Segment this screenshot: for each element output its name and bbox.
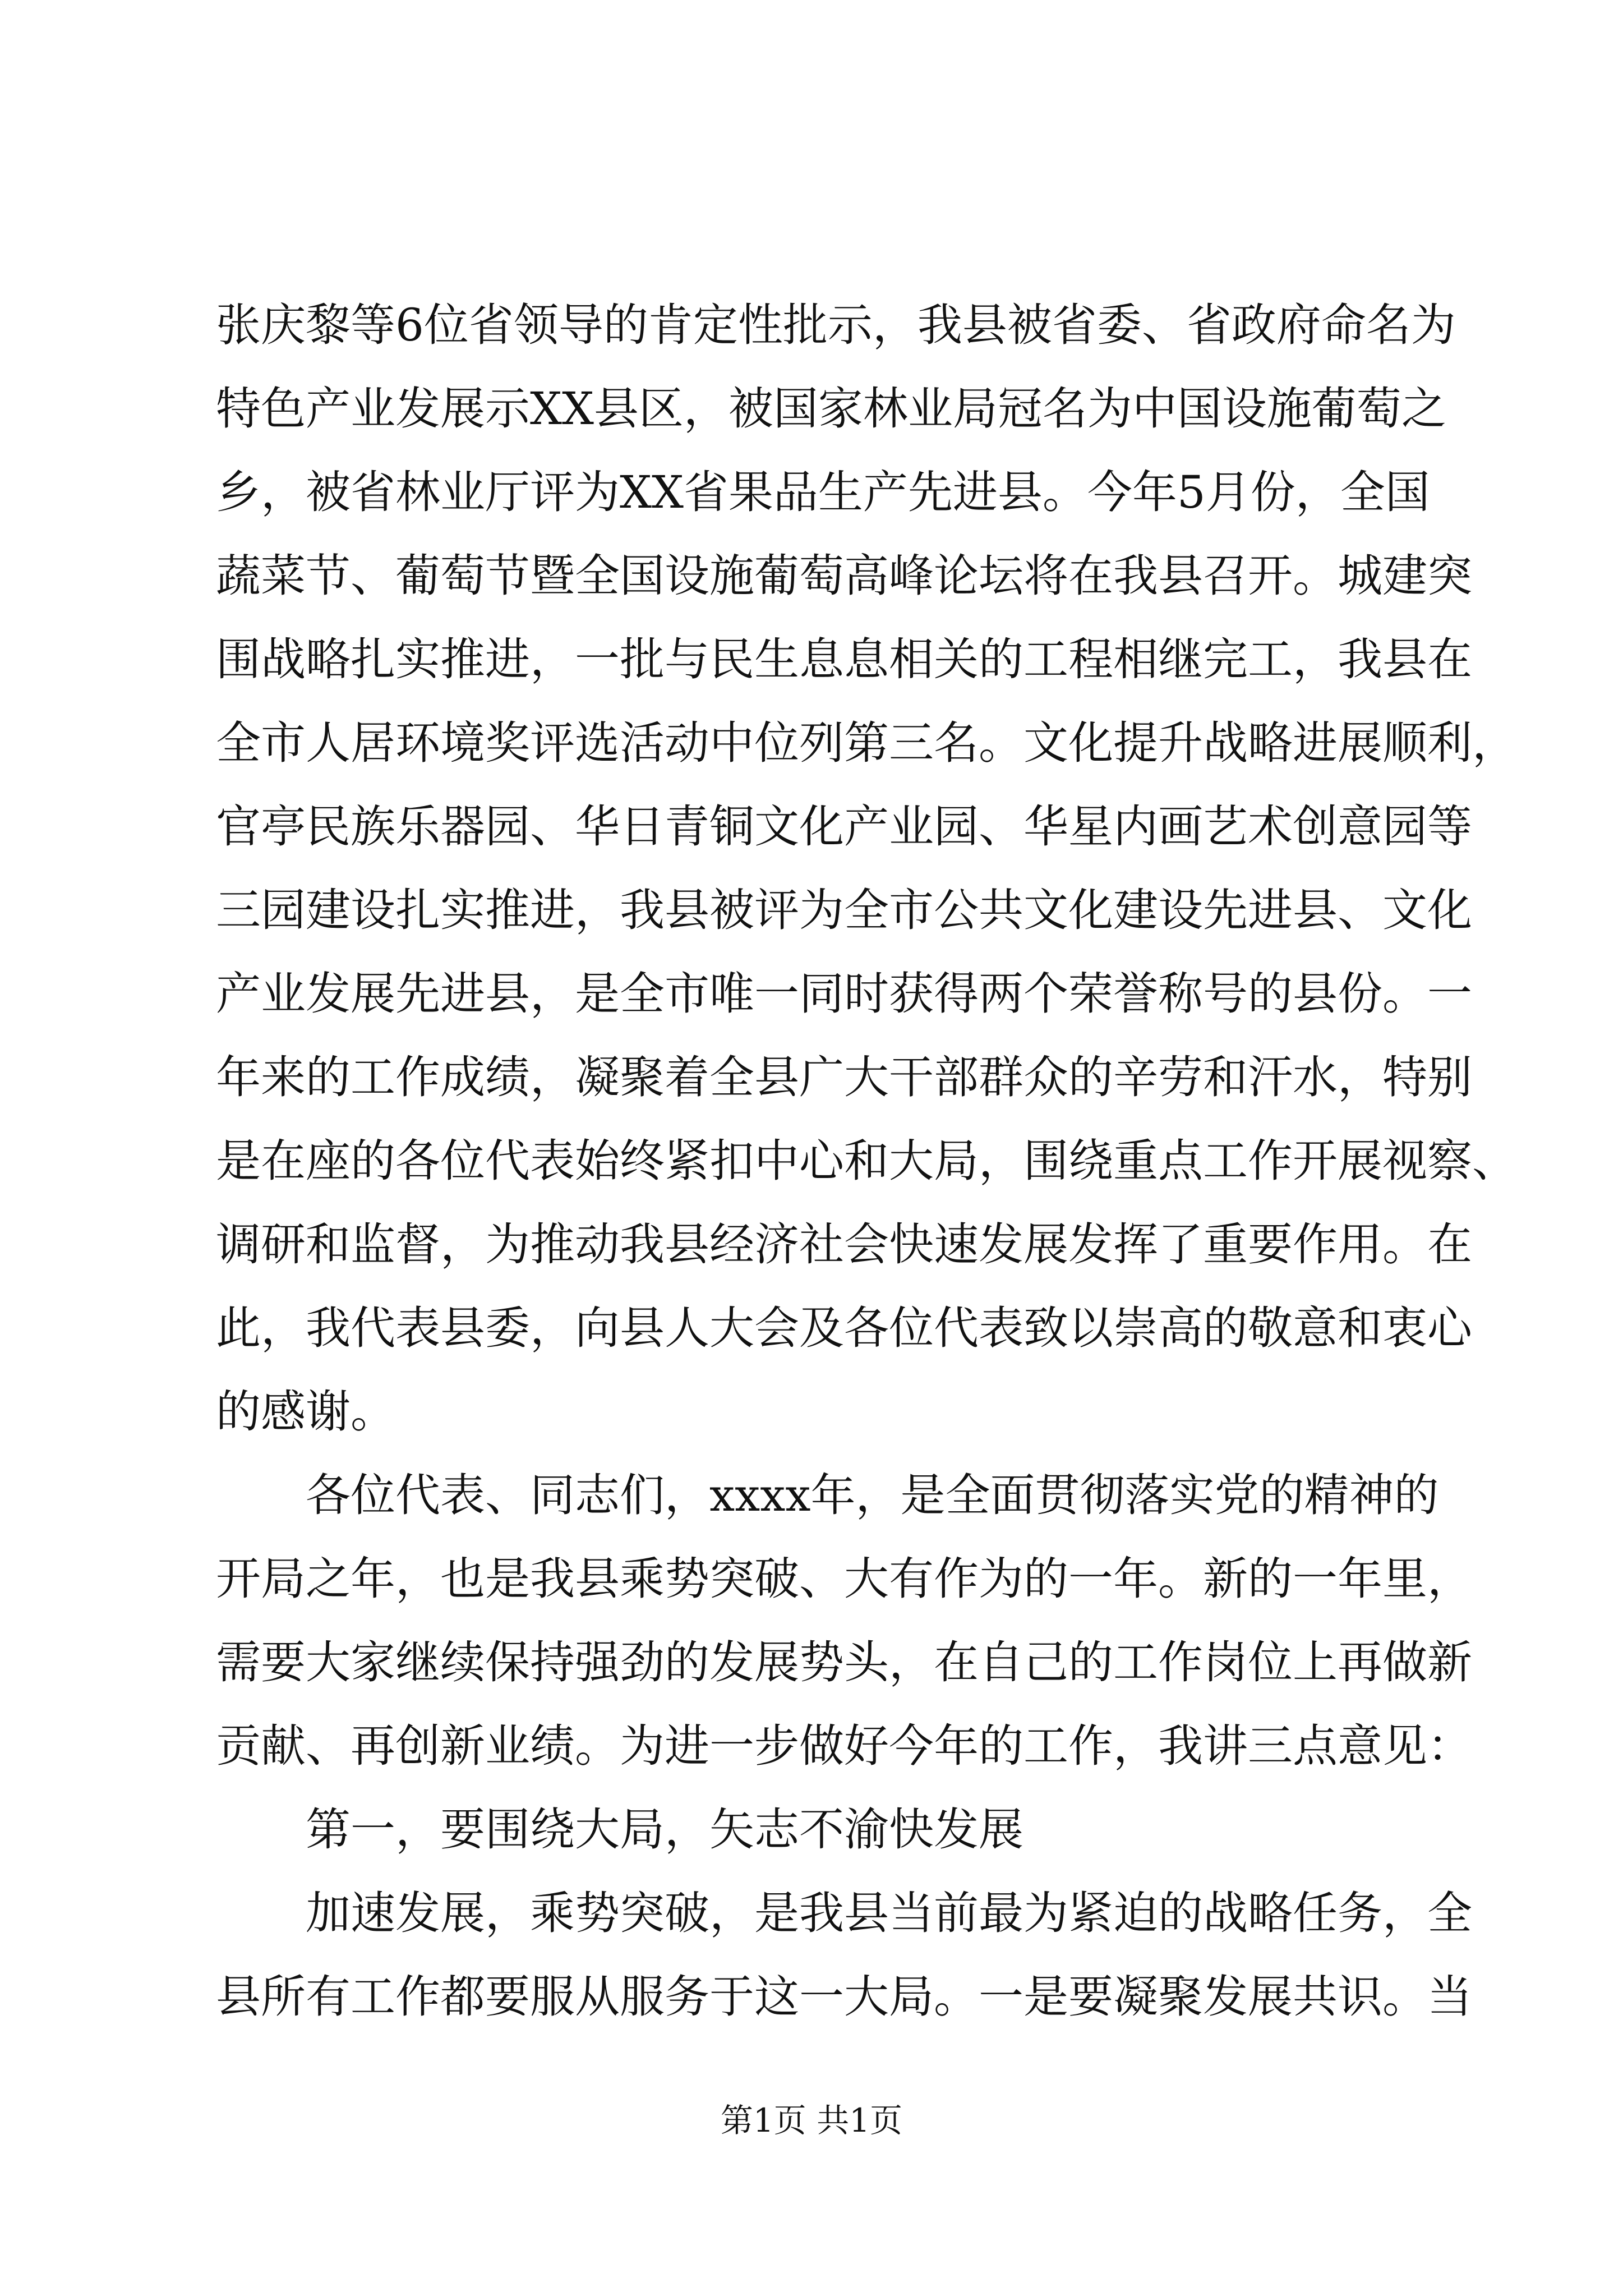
- text-line-13: 此，我代表县委，向县人大会及各位代表致以崇高的敬意和衷心: [216, 1302, 1472, 1354]
- text-line-8: 三园建设扎实推进，我县被评为全市公共文化建设先进县、文化: [216, 884, 1472, 936]
- text-line-6: 全市人居环境奖评选活动中位列第三名。文化提升战略进展顺利，: [216, 717, 1517, 769]
- paragraph-2-line-2: 开局之年，也是我县乘势突破、大有作为的一年。新的一年里，: [216, 1553, 1472, 1605]
- text-line-1: 张庆黎等6位省领导的肯定性批示，我县被省委、省政府命名为: [216, 299, 1456, 351]
- text-line-4: 蔬菜节、葡萄节暨全国设施葡萄高峰论坛将在我县召开。城建突: [216, 550, 1472, 602]
- paragraph-2-line-4: 贡献、再创新业绩。为进一步做好今年的工作，我讲三点意见：: [216, 1720, 1472, 1772]
- paragraph-3-line-1: 加速发展，乘势突破，是我县当前最为紧迫的战略任务，全: [306, 1887, 1472, 1939]
- paragraph-2-line-1: 各位代表、同志们，xxxx年，是全面贯彻落实党的精神的: [306, 1469, 1439, 1521]
- text-line-11: 是在座的各位代表始终紧扣中心和大局，围绕重点工作开展视察、: [216, 1135, 1517, 1187]
- paragraph-3-line-2: 县所有工作都要服从服务于这一大局。一是要凝聚发展共识。当: [216, 1971, 1472, 2023]
- text-line-3: 乡，被省林业厅评为XX省果品生产先进县。今年5月份，全国: [216, 466, 1430, 518]
- text-line-7: 官亭民族乐器园、华日青铜文化产业园、华星内画艺术创意园等: [216, 800, 1472, 853]
- text-line-5: 围战略扎实推进，一批与民生息息相关的工程相继完工，我县在: [216, 633, 1472, 685]
- paragraph-2-line-3: 需要大家继续保持强劲的发展势头，在自己的工作岗位上再做新: [216, 1636, 1472, 1688]
- text-line-2: 特色产业发展示XX县区，被国家林业局冠名为中国设施葡萄之: [216, 383, 1446, 435]
- page-footer: 第1页 共1页: [720, 2101, 903, 2139]
- text-line-9: 产业发展先进县，是全市唯一同时获得两个荣誉称号的县份。一: [216, 968, 1472, 1020]
- text-line-10: 年来的工作成绩，凝聚着全县广大干部群众的辛劳和汗水，特别: [216, 1051, 1472, 1103]
- text-line-12: 调研和监督，为推动我县经济社会快速发展发挥了重要作用。在: [216, 1218, 1472, 1271]
- text-line-14: 的感谢。: [216, 1386, 395, 1438]
- section-heading: 第一，要围绕大局，矢志不渝快发展: [306, 1803, 1023, 1856]
